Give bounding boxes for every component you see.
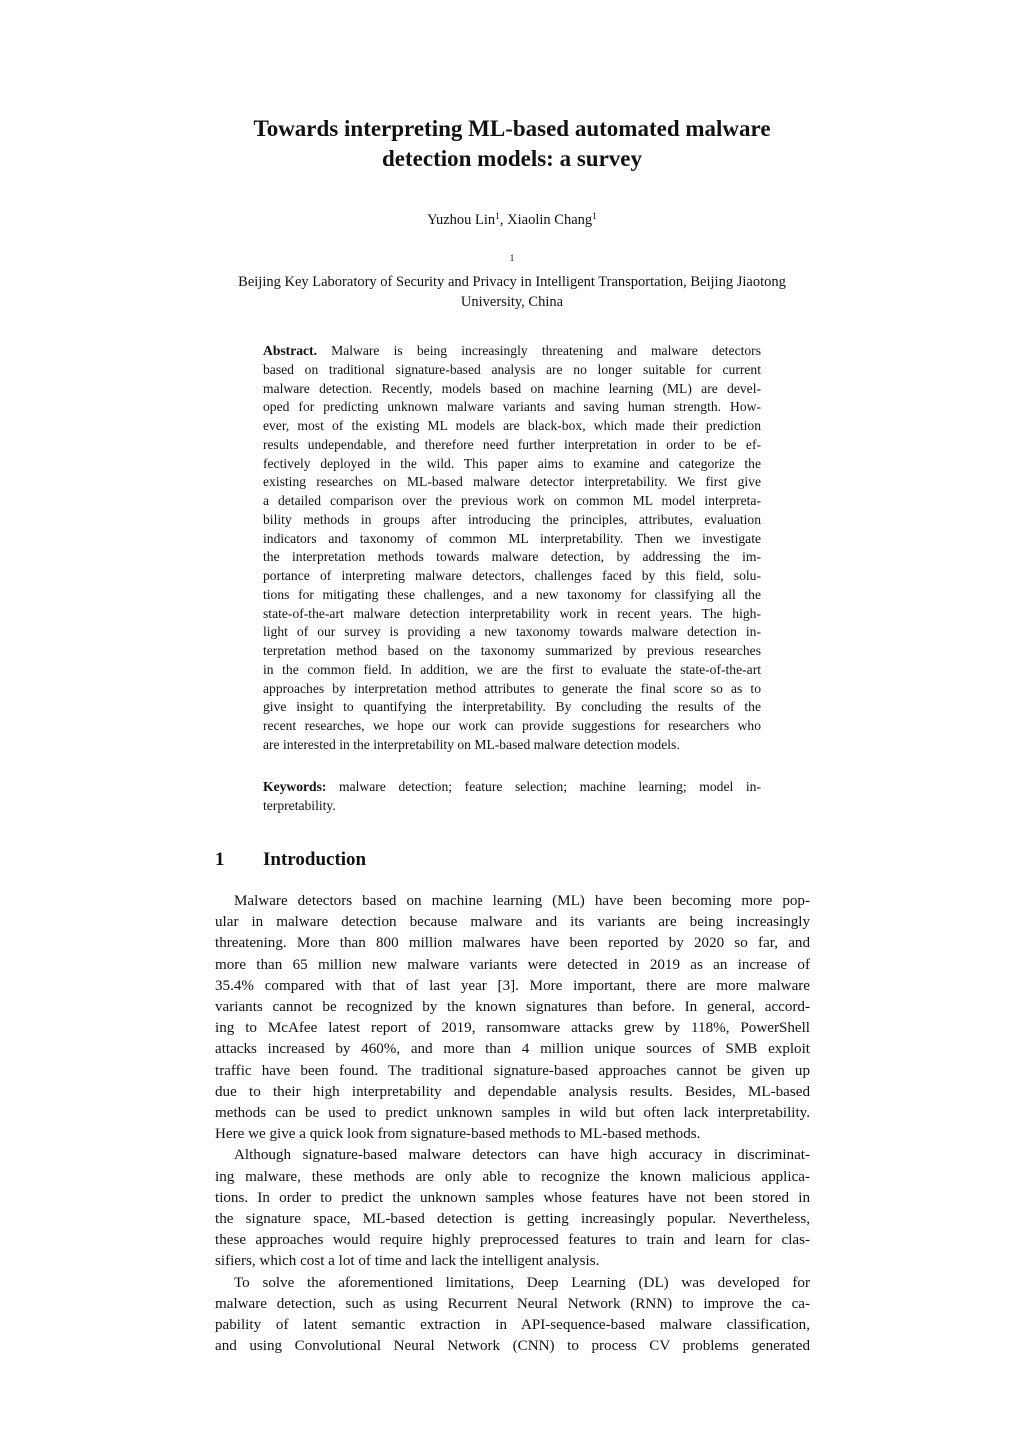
abstract-line: in the common field. In addition, we are the first to evaluate the state-of-the-art	[263, 661, 761, 677]
abstract-line: recent researches, we hope our work can provide suggestions for researchers who	[263, 718, 761, 733]
author-affiliation-marker: 1	[495, 212, 500, 222]
title-line-1: Towards interpreting ML-based automated malware	[253, 116, 771, 141]
body-line: variants cannot be recognized by the known signatures than before. In general, accord-	[215, 999, 810, 1016]
keywords	[263, 778, 761, 816]
body-line: malware detection, such as using Recurrent Neural Network (RNN) to improve the ca-	[215, 1295, 810, 1312]
abstract-line: state-of-the-art malware detection interpretability work in recent years. The high-	[263, 605, 761, 621]
body-line: Although signature-based malware detectors can have high accuracy in discriminat-	[234, 1147, 810, 1164]
keywords-line: terpretability.	[263, 797, 336, 813]
paper-title	[180, 114, 844, 174]
section-number: 1	[215, 849, 225, 870]
abstract-line: give insight to quantifying the interpretability. By concluding the results of the	[263, 699, 761, 715]
body-line: ular in malware detection because malware and its variants are being increasingly	[215, 914, 810, 931]
abstract-line: existing researches on ML-based malware detector interpretability. We first give	[263, 474, 761, 490]
affiliation-marker: 1	[509, 254, 515, 264]
keywords-line	[263, 778, 761, 797]
body-line: traffic have been found. The traditional signature-based approaches cannot be given up	[215, 1062, 810, 1079]
abstract-line: indicators and taxonomy of common ML interpretability. Then we investigate	[263, 530, 761, 546]
author-name: Xiaolin Chang	[507, 212, 593, 228]
body-line: due to their high interpretability and dependable analysis results. Besides, ML-based	[215, 1083, 810, 1100]
keywords-line-text: malware detection; feature selection; machine learning; model in-	[326, 779, 761, 794]
abstract-line: ever, most of the existing ML models are black-box, which made their prediction	[263, 418, 761, 433]
body-line: methods can be used to predict unknown samples in wild but often lack interpretability.	[215, 1105, 810, 1122]
body-line: Here we give a quick look from signature-based methods to ML-based methods.	[215, 1126, 701, 1143]
abstract-line: portance of interpreting malware detectors, challenges faced by this field, solu-	[263, 568, 761, 583]
abstract-line: results undependable, and therefore need further interpretation in order to be ef-	[263, 436, 761, 452]
body-line: attacks increased by 460%, and more than 4 million unique sources of SMB exploit	[215, 1041, 810, 1058]
abstract-line: bility methods in groups after introducing the principles, attributes, evaluation	[263, 511, 761, 527]
body-line: 35.4% compared with that of last year [3]. More important, there are more malware	[215, 977, 810, 994]
abstract-line: a detailed comparison over the previous work on common ML model interpreta-	[263, 493, 761, 508]
abstract-line-text: Malware is being increasingly threatening and malware detectors	[316, 343, 761, 358]
body-line: these approaches would require highly preprocessed features to train and learn for clas-	[215, 1232, 810, 1249]
abstract-line: approaches by interpretation method attributes to generate the final score so as to	[263, 680, 761, 696]
affiliation-line-1	[210, 252, 814, 292]
body-line: more than 65 million new malware variants were detected in 2019 as an increase of	[215, 956, 810, 973]
abstract	[263, 342, 761, 755]
abstract-line: light of our survey is providing a new taxonomy towards malware detection in-	[263, 624, 761, 640]
abstract-line: oped for predicting unknown malware variants and saving human strength. How-	[263, 399, 761, 415]
body-line: To solve the aforementioned limitations, Deep Learning (DL) was developed for	[234, 1274, 810, 1291]
abstract-line: terpretation method based on the taxonomy summarized by previous researches	[263, 643, 761, 658]
affiliation-text: Beijing Key Laboratory of Security and Privacy in Intelligent Transportation, Beijing Jiaotong	[238, 274, 786, 290]
affiliation-line-2: University, China	[460, 294, 564, 310]
abstract-line	[263, 342, 761, 361]
body-line: ing malware, these methods are only able to recognize the known malicious applica-	[215, 1168, 810, 1185]
author-affiliation-marker: 1	[592, 212, 597, 222]
abstract-line: the interpretation methods towards malware detection, by addressing the im-	[263, 549, 761, 565]
body-line: the signature space, ML-based detection is getting increasingly popular. Nevertheless,	[215, 1211, 810, 1228]
author-separator: ,	[499, 212, 508, 228]
section-heading	[215, 847, 815, 873]
section-title: Introduction	[263, 849, 367, 870]
author-list	[180, 210, 844, 230]
abstract-line: are interested in the interpretability on ML-based malware detection models.	[263, 736, 680, 752]
body-line: threatening. More than 800 million malwares have been reported by 2020 so far, and	[215, 935, 810, 952]
body-line: sifiers, which cost a lot of time and lack the intelligent analysis.	[215, 1253, 600, 1270]
body-line: Malware detectors based on machine learning (ML) have been becoming more pop-	[234, 893, 810, 909]
body-line: ing to McAfee latest report of 2019, ransomware attacks grew by 118%, PowerShell	[215, 1020, 810, 1037]
body-line: tions. In order to predict the unknown samples whose features have not been stored in	[215, 1189, 810, 1206]
author-name: Yuzhou Lin	[427, 212, 496, 228]
keywords-label: Keywords:	[263, 779, 327, 794]
affiliation	[210, 252, 814, 312]
abstract-line: fectively deployed in the wild. This paper aims to examine and categorize the	[263, 455, 761, 471]
body-line: and using Convolutional Neural Network (CNN) to process CV problems generated	[215, 1338, 810, 1355]
abstract-line: malware detection. Recently, models based on machine learning (ML) are devel-	[263, 380, 761, 396]
abstract-label: Abstract.	[263, 343, 317, 358]
body-line: pability of latent semantic extraction in API-sequence-based malware classification,	[215, 1317, 810, 1334]
abstract-line: based on traditional signature-based analysis are no longer suitable for current	[263, 361, 761, 377]
abstract-line: tions for mitigating these challenges, and a new taxonomy for classifying all the	[263, 586, 761, 602]
title-line-2: detection models: a survey	[382, 146, 642, 171]
introduction-body	[215, 891, 810, 1357]
